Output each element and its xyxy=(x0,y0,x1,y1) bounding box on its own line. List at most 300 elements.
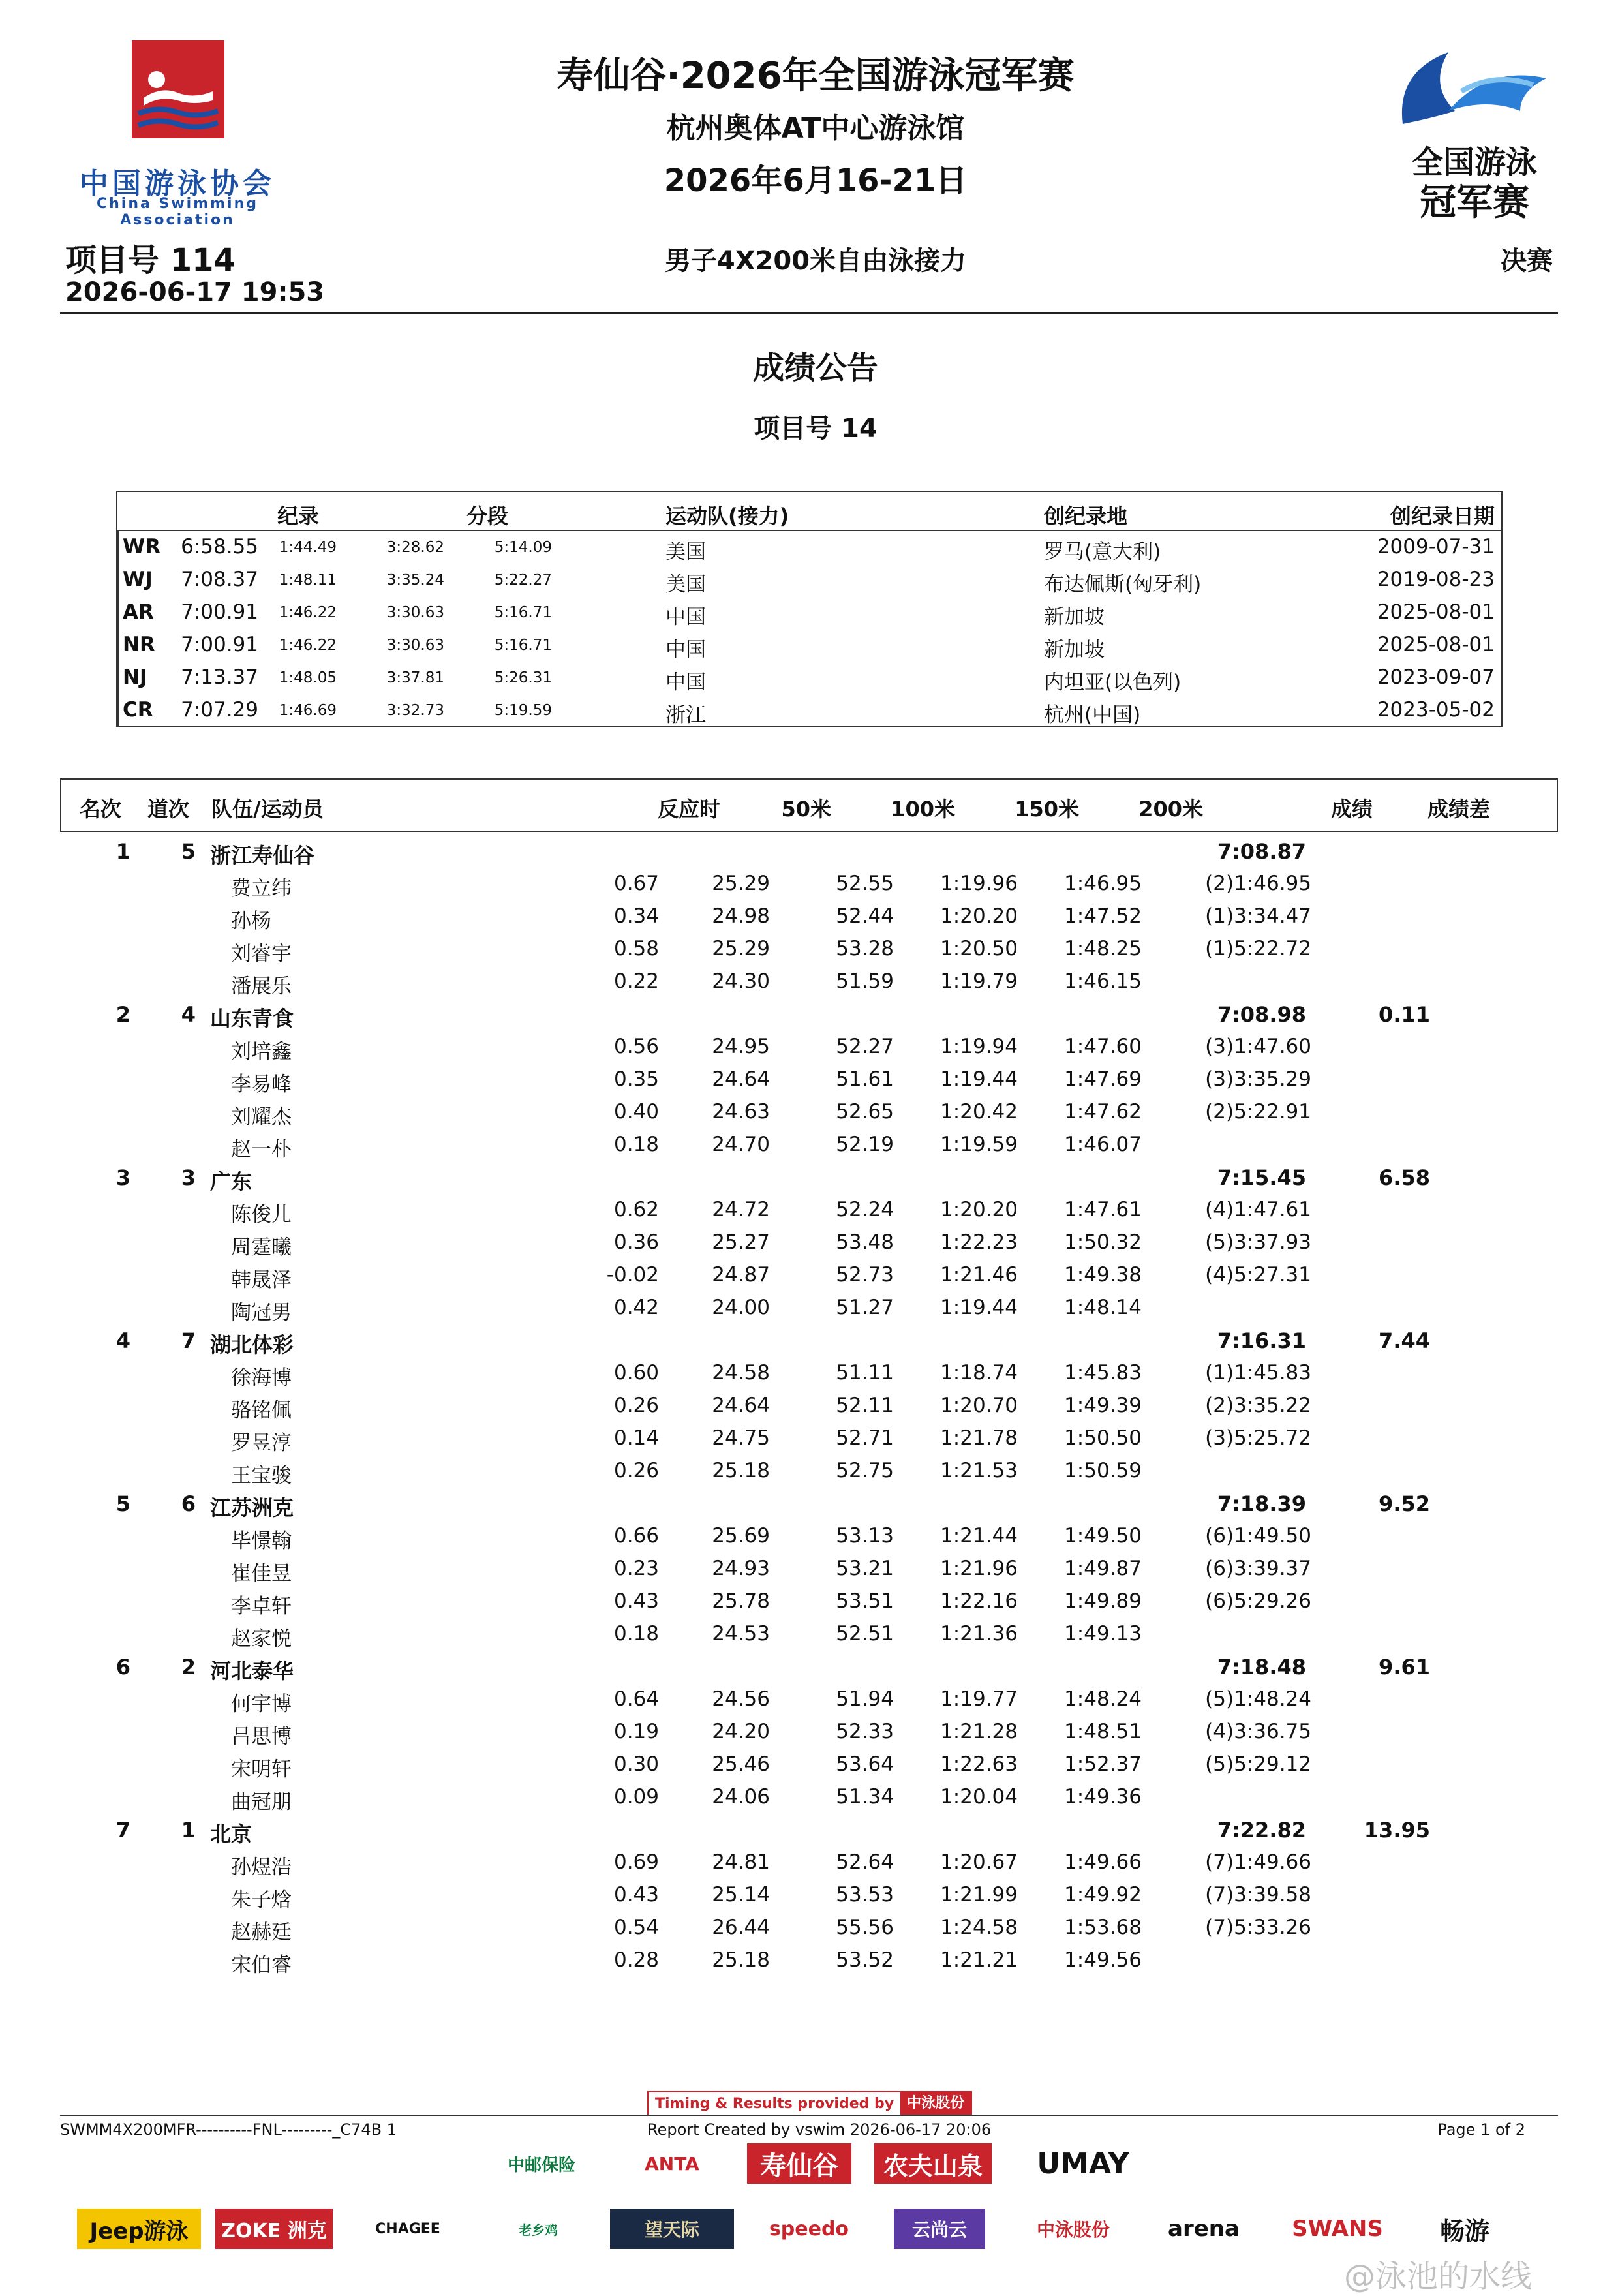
swimmer-name: 陶冠男 xyxy=(231,1301,292,1324)
swimmer-row xyxy=(0,1096,1618,1129)
team-name: 广东 xyxy=(210,1169,252,1194)
swimmer-split-150: 1:19.44 xyxy=(940,1296,1018,1319)
swimmer-name: 赵赫廷 xyxy=(231,1921,292,1944)
swimmer-row xyxy=(0,1749,1618,1781)
swimmer-reaction: 0.58 xyxy=(613,937,659,960)
swimmer-split-100: 52.44 xyxy=(836,904,894,928)
records-header xyxy=(117,492,1501,531)
swimmer-split-200: 1:48.51 xyxy=(1064,1720,1142,1743)
swimmer-split-200: 1:47.60 xyxy=(1064,1035,1142,1058)
swimmer-split-150: 1:21.99 xyxy=(940,1883,1018,1906)
swimmer-split-100: 53.53 xyxy=(836,1883,894,1906)
swimmer-split-150: 1:20.42 xyxy=(940,1100,1018,1124)
team-rank: 4 xyxy=(115,1328,130,1353)
swimmer-split-50: 24.58 xyxy=(712,1361,770,1385)
team-row xyxy=(0,835,1618,868)
swimmer-name: 王宝骏 xyxy=(231,1464,292,1488)
sponsor-logo: 望天际 xyxy=(610,2209,734,2249)
team-diff: 6.58 xyxy=(1379,1165,1430,1190)
record-time: 7:13.37 xyxy=(181,666,258,689)
swimmer-cumulative: (3)5:25.72 xyxy=(1205,1426,1311,1450)
swimmer-row xyxy=(0,868,1618,900)
sponsor-logo: UMAY xyxy=(1018,2143,1148,2184)
swimmer-name: 刘培鑫 xyxy=(231,1040,292,1064)
swimmer-split-150: 1:19.94 xyxy=(940,1035,1018,1058)
swimmer-name: 孙煜浩 xyxy=(231,1856,292,1879)
swimmer-reaction: 0.62 xyxy=(613,1198,659,1221)
record-place: 布达佩斯(匈牙利) xyxy=(1044,573,1202,596)
record-place: 杭州(中国) xyxy=(1044,703,1141,727)
records-col-record: 纪录 xyxy=(277,504,320,528)
event-number: 项目号 114 xyxy=(65,242,236,279)
record-date: 2023-09-07 xyxy=(1377,666,1495,689)
swimmer-split-150: 1:22.16 xyxy=(940,1589,1018,1613)
record-split-3: 5:16.71 xyxy=(494,604,552,621)
swimmer-reaction: 0.28 xyxy=(613,1948,659,1972)
swimmer-cumulative: (2)5:22.91 xyxy=(1205,1100,1311,1124)
swimmer-row xyxy=(0,1259,1618,1292)
swimmer-cumulative: (5)5:29.12 xyxy=(1205,1753,1311,1776)
swimmer-split-200: 1:48.25 xyxy=(1064,937,1142,960)
record-time: 6:58.55 xyxy=(181,535,258,559)
swimmer-split-150: 1:24.58 xyxy=(940,1916,1018,1939)
team-result: 7:22.82 xyxy=(1217,1818,1306,1843)
record-date: 2019-08-23 xyxy=(1377,568,1495,591)
swimmer-cumulative: (7)1:49.66 xyxy=(1205,1850,1311,1874)
swimmer-cumulative: (1)3:34.47 xyxy=(1205,904,1311,928)
records-code-divider xyxy=(117,530,119,726)
swimmer-row xyxy=(0,1390,1618,1422)
record-split-3: 5:26.31 xyxy=(494,669,552,686)
bulletin-subtitle: 项目号 14 xyxy=(754,414,878,444)
results-col-result: 成绩 xyxy=(1330,797,1373,821)
swimmer-row xyxy=(0,1879,1618,1912)
swimmer-split-50: 24.64 xyxy=(712,1067,770,1091)
timing-provider-label: Timing & Results provided by xyxy=(655,2095,894,2112)
watermark: @泳池的水线 xyxy=(1344,2258,1533,2295)
team-lane: 6 xyxy=(181,1492,196,1516)
swimmer-split-50: 24.81 xyxy=(712,1850,770,1874)
swimmer-split-50: 24.75 xyxy=(712,1426,770,1450)
swimmer-split-150: 1:20.20 xyxy=(940,1198,1018,1221)
swimmer-reaction: 0.30 xyxy=(613,1753,659,1776)
report-created: Report Created by vswim 2026-06-17 20:06 xyxy=(647,2120,992,2139)
record-date: 2025-08-01 xyxy=(1377,600,1495,624)
swimmer-split-50: 25.18 xyxy=(712,1459,770,1482)
record-code: AR xyxy=(123,600,154,624)
swimmer-split-50: 25.29 xyxy=(712,872,770,895)
swimmer-name: 毕憬翰 xyxy=(231,1529,292,1553)
swimmer-cumulative: (5)3:37.93 xyxy=(1205,1231,1311,1254)
wave-icon xyxy=(1390,46,1559,137)
swimmer-split-200: 1:48.24 xyxy=(1064,1687,1142,1711)
swimmer-split-50: 25.78 xyxy=(712,1589,770,1613)
record-split-3: 5:16.71 xyxy=(494,637,552,654)
record-split-2: 3:32.73 xyxy=(386,702,444,719)
team-name: 北京 xyxy=(210,1822,252,1846)
sponsor-logo: speedo xyxy=(760,2209,858,2249)
csa-name-en: China Swimming Association xyxy=(96,196,259,228)
record-place: 内坦亚(以色列) xyxy=(1044,671,1182,694)
team-row xyxy=(0,1324,1618,1357)
swimmer-split-200: 1:49.39 xyxy=(1064,1394,1142,1417)
swimmer-name: 潘展乐 xyxy=(231,975,292,998)
swimmer-split-200: 1:47.62 xyxy=(1064,1100,1142,1124)
team-rank: 7 xyxy=(115,1818,130,1843)
record-code: NR xyxy=(123,633,155,656)
swimmer-name: 宋伯睿 xyxy=(231,1953,292,1977)
results-col-200m: 200米 xyxy=(1138,797,1203,821)
team-rank: 5 xyxy=(115,1492,130,1516)
record-split-1: 1:48.05 xyxy=(279,669,337,686)
swimmer-reaction: 0.22 xyxy=(613,970,659,993)
swimmer-split-200: 1:49.13 xyxy=(1064,1622,1142,1645)
swimmer-split-150: 1:22.23 xyxy=(940,1231,1018,1254)
team-row xyxy=(0,1161,1618,1194)
swimmer-split-200: 1:49.87 xyxy=(1064,1557,1142,1580)
swimmer-split-200: 1:49.38 xyxy=(1064,1263,1142,1287)
swimmer-row xyxy=(0,1357,1618,1390)
swimmer-split-150: 1:20.67 xyxy=(940,1850,1018,1874)
record-place: 罗马(意大利) xyxy=(1044,540,1161,564)
sponsor-logo: 畅游 xyxy=(1435,2209,1494,2249)
records-col-team: 运动队(接力) xyxy=(665,504,789,528)
header-divider xyxy=(60,312,1558,314)
swimmer-split-200: 1:47.69 xyxy=(1064,1067,1142,1091)
swimmer-split-150: 1:20.04 xyxy=(940,1785,1018,1809)
results-header xyxy=(60,778,1558,832)
record-code: NJ xyxy=(123,666,147,689)
swimmer-name: 宋明轩 xyxy=(231,1758,292,1781)
record-place: 新加坡 xyxy=(1044,605,1105,629)
swimmer-split-100: 51.11 xyxy=(836,1361,894,1385)
swimmer-reaction: 0.19 xyxy=(613,1720,659,1743)
swimmer-row xyxy=(0,1912,1618,1944)
swimmer-row xyxy=(0,1031,1618,1064)
swimmer-split-100: 53.21 xyxy=(836,1557,894,1580)
swimmer-split-100: 52.55 xyxy=(836,872,894,895)
swimmer-split-200: 1:52.37 xyxy=(1064,1753,1142,1776)
team-result: 7:18.39 xyxy=(1217,1492,1306,1516)
record-code: WR xyxy=(123,535,161,559)
record-team: 美国 xyxy=(665,540,706,564)
team-result: 7:08.98 xyxy=(1217,1002,1306,1027)
record-split-3: 5:22.27 xyxy=(494,572,552,589)
results-col-100m: 100米 xyxy=(891,797,955,821)
report-code: SWMM4X200MFR----------FNL---------_C74B 1 xyxy=(60,2120,397,2139)
swimmer-cumulative: (1)1:45.83 xyxy=(1205,1361,1311,1385)
swimmer-reaction: 0.54 xyxy=(613,1916,659,1939)
team-rank: 3 xyxy=(115,1165,130,1190)
swimmer-split-100: 53.52 xyxy=(836,1948,894,1972)
records-col-date: 创纪录日期 xyxy=(1390,504,1495,528)
swimmer-split-50: 24.70 xyxy=(712,1133,770,1156)
swimmer-split-200: 1:50.50 xyxy=(1064,1426,1142,1450)
swimmer-cumulative: (4)1:47.61 xyxy=(1205,1198,1311,1221)
swimmer-split-50: 25.14 xyxy=(712,1883,770,1906)
record-team: 浙江 xyxy=(665,703,706,727)
record-split-3: 5:14.09 xyxy=(494,539,552,556)
swimmer-split-150: 1:20.70 xyxy=(940,1394,1018,1417)
swimmer-name: 周霆曦 xyxy=(231,1236,292,1259)
results-col-150m: 150米 xyxy=(1015,797,1079,821)
sponsor-logo: arena xyxy=(1148,2209,1259,2249)
swimmer-split-50: 24.93 xyxy=(712,1557,770,1580)
record-time: 7:00.91 xyxy=(181,633,258,656)
swimmer-reaction: 0.18 xyxy=(613,1622,659,1645)
swimmer-split-100: 53.64 xyxy=(836,1753,894,1776)
record-team: 中国 xyxy=(665,605,706,629)
swimmer-split-100: 53.51 xyxy=(836,1589,894,1613)
swimmer-reaction: 0.36 xyxy=(613,1231,659,1254)
swimmer-split-150: 1:21.53 xyxy=(940,1459,1018,1482)
swimmer-row xyxy=(0,1585,1618,1618)
swimmer-split-50: 25.29 xyxy=(712,937,770,960)
team-lane: 1 xyxy=(181,1818,196,1843)
swimmer-split-150: 1:21.96 xyxy=(940,1557,1018,1580)
swimmer-split-50: 24.00 xyxy=(712,1296,770,1319)
swimmer-split-150: 1:21.46 xyxy=(940,1263,1018,1287)
team-row xyxy=(0,1651,1618,1683)
swimmer-split-150: 1:19.44 xyxy=(940,1067,1018,1091)
swimmer-split-50: 24.87 xyxy=(712,1263,770,1287)
team-lane: 3 xyxy=(181,1165,196,1190)
swimmer-name: 何宇博 xyxy=(231,1692,292,1716)
team-row xyxy=(0,1488,1618,1520)
results-col-reaction: 反应时 xyxy=(657,797,720,821)
swimmer-split-150: 1:19.79 xyxy=(940,970,1018,993)
results-col-lane: 道次 xyxy=(147,797,190,821)
swimmer-cumulative: (2)3:35.22 xyxy=(1205,1394,1311,1417)
swimmer-split-100: 55.56 xyxy=(836,1916,894,1939)
swimmer-split-150: 1:21.78 xyxy=(940,1426,1018,1450)
swimmer-split-50: 24.30 xyxy=(712,970,770,993)
record-split-1: 1:46.22 xyxy=(279,604,337,621)
event-round: 决赛 xyxy=(1501,246,1553,276)
swimmer-split-150: 1:21.21 xyxy=(940,1948,1018,1972)
swimmer-name: 朱子焓 xyxy=(231,1888,292,1912)
swimmer-cumulative: (4)3:36.75 xyxy=(1205,1720,1311,1743)
swimmer-reaction: 0.43 xyxy=(613,1589,659,1613)
record-place: 新加坡 xyxy=(1044,638,1105,662)
swimmer-split-150: 1:21.36 xyxy=(940,1622,1018,1645)
swimmer-split-150: 1:20.50 xyxy=(940,937,1018,960)
swimmer-name: 崔佳昱 xyxy=(231,1562,292,1585)
swimmer-name: 孙杨 xyxy=(231,910,271,933)
sponsor-logo: 中邮保险 xyxy=(483,2143,600,2184)
swimmer-row xyxy=(0,1455,1618,1488)
swimmer-split-100: 51.61 xyxy=(836,1067,894,1091)
sponsor-logo: 老乡鸡 xyxy=(519,2209,558,2249)
swimmer-name: 曲冠朋 xyxy=(231,1790,292,1814)
swimmer-split-100: 53.28 xyxy=(836,937,894,960)
swimmer-split-50: 24.95 xyxy=(712,1035,770,1058)
sponsor-logo: Jeep游泳 xyxy=(77,2209,201,2249)
record-time: 7:00.91 xyxy=(181,600,258,624)
championship-logo xyxy=(1390,46,1559,224)
swimmer-split-200: 1:46.95 xyxy=(1064,872,1142,895)
swimmer-split-100: 52.64 xyxy=(836,1850,894,1874)
swimmer-row xyxy=(0,1846,1618,1879)
csa-logo xyxy=(60,39,308,228)
record-split-2: 3:35.24 xyxy=(386,572,444,589)
swimmer-split-100: 52.73 xyxy=(836,1263,894,1287)
swimmer-split-100: 51.59 xyxy=(836,970,894,993)
swimmer-reaction: 0.67 xyxy=(613,872,659,895)
swimmer-split-50: 24.64 xyxy=(712,1394,770,1417)
swimmer-reaction: 0.42 xyxy=(613,1296,659,1319)
team-diff: 7.44 xyxy=(1379,1328,1430,1353)
record-row xyxy=(117,562,1501,595)
results-col-rank: 名次 xyxy=(80,797,122,821)
swimmer-split-50: 25.69 xyxy=(712,1524,770,1548)
swimmer-split-150: 1:19.96 xyxy=(940,872,1018,895)
team-lane: 5 xyxy=(181,839,196,864)
swimmer-reaction: -0.02 xyxy=(606,1263,659,1287)
csa-name-cn: 中国游泳协会 xyxy=(80,167,275,200)
team-result: 7:15.45 xyxy=(1217,1165,1306,1190)
swimmer-row xyxy=(0,900,1618,933)
sponsor-logo: CHAGEE xyxy=(352,2209,463,2249)
swimmer-split-100: 52.65 xyxy=(836,1100,894,1124)
swimmer-split-150: 1:21.28 xyxy=(940,1720,1018,1743)
record-row xyxy=(117,595,1501,628)
record-split-2: 3:28.62 xyxy=(386,539,444,556)
swimmer-cumulative: (6)3:39.37 xyxy=(1205,1557,1311,1580)
swimmer-split-200: 1:49.50 xyxy=(1064,1524,1142,1548)
swimmer-split-100: 53.48 xyxy=(836,1231,894,1254)
swimmer-row xyxy=(0,1064,1618,1096)
sponsor-logo: SWANS xyxy=(1279,2209,1396,2249)
footer-divider xyxy=(60,2115,1558,2116)
swimmer-row xyxy=(0,1422,1618,1455)
swimmer-split-200: 1:49.92 xyxy=(1064,1883,1142,1906)
record-code: CR xyxy=(123,698,153,722)
team-diff: 0.11 xyxy=(1379,1002,1430,1027)
record-time: 7:08.37 xyxy=(181,568,258,591)
swimmer-reaction: 0.64 xyxy=(613,1687,659,1711)
championship-logo-line2: 冠军赛 xyxy=(1420,181,1529,224)
swimmer-cumulative: (7)3:39.58 xyxy=(1205,1883,1311,1906)
swimmer-split-100: 52.75 xyxy=(836,1459,894,1482)
event-datetime: 2026-06-17 19:53 xyxy=(65,277,325,307)
record-time: 7:07.29 xyxy=(181,698,258,722)
team-rank: 6 xyxy=(115,1655,130,1679)
swimmer-split-200: 1:47.61 xyxy=(1064,1198,1142,1221)
record-row xyxy=(117,628,1501,660)
swimmer-split-150: 1:19.59 xyxy=(940,1133,1018,1156)
csa-logo-mark xyxy=(132,40,224,138)
team-row xyxy=(0,1814,1618,1846)
meet-title: 寿仙谷·2026年全国游泳冠军赛 xyxy=(557,55,1075,97)
team-result: 7:08.87 xyxy=(1217,839,1306,864)
swimmer-name: 李易峰 xyxy=(231,1073,292,1096)
swimmer-name: 陈俊儿 xyxy=(231,1203,292,1227)
swimmer-split-200: 1:46.15 xyxy=(1064,970,1142,993)
record-split-1: 1:44.49 xyxy=(279,539,337,556)
team-name: 河北泰华 xyxy=(210,1659,294,1683)
sponsor-logo: ANTA xyxy=(636,2143,708,2184)
bulletin-title: 成绩公告 xyxy=(752,350,878,386)
swimmer-reaction: 0.40 xyxy=(613,1100,659,1124)
swimmer-split-50: 25.18 xyxy=(712,1948,770,1972)
swimmer-cumulative: (6)5:29.26 xyxy=(1205,1589,1311,1613)
timing-provider xyxy=(647,2091,972,2116)
record-date: 2023-05-02 xyxy=(1377,698,1495,722)
swimmer-split-100: 52.19 xyxy=(836,1133,894,1156)
swimmer-name: 罗昱淳 xyxy=(231,1431,292,1455)
swimmer-reaction: 0.26 xyxy=(613,1394,659,1417)
swimmer-split-50: 24.63 xyxy=(712,1100,770,1124)
swimmer-split-100: 52.11 xyxy=(836,1394,894,1417)
swimmer-split-100: 53.13 xyxy=(836,1524,894,1548)
records-col-splits: 分段 xyxy=(466,504,509,528)
swimmer-cumulative: (3)3:35.29 xyxy=(1205,1067,1311,1091)
swimmer-cumulative: (5)1:48.24 xyxy=(1205,1687,1311,1711)
results-col-50m: 50米 xyxy=(781,797,831,821)
swimmer-cumulative: (3)1:47.60 xyxy=(1205,1035,1311,1058)
records-table xyxy=(116,491,1503,727)
swimmer-row xyxy=(0,1618,1618,1651)
swimmer-row xyxy=(0,1227,1618,1259)
meet-dates: 2026年6月16-21日 xyxy=(664,162,968,199)
swimmer-name: 刘睿宇 xyxy=(231,942,292,966)
record-split-1: 1:46.69 xyxy=(279,702,337,719)
swimmer-split-100: 51.34 xyxy=(836,1785,894,1809)
swimmer-cumulative: (1)5:22.72 xyxy=(1205,937,1311,960)
swimmer-name: 吕思博 xyxy=(231,1725,292,1749)
team-name: 江苏洲克 xyxy=(210,1495,294,1520)
swimmer-split-200: 1:50.59 xyxy=(1064,1459,1142,1482)
swimmer-row xyxy=(0,1553,1618,1585)
sponsor-logo: ZOKE 洲克 xyxy=(215,2209,333,2249)
swimmer-reaction: 0.14 xyxy=(613,1426,659,1450)
swimmer-split-100: 52.24 xyxy=(836,1198,894,1221)
swimmer-split-150: 1:21.44 xyxy=(940,1524,1018,1548)
swimmer-name: 李卓轩 xyxy=(231,1595,292,1618)
team-name: 湖北体彩 xyxy=(210,1332,294,1357)
swimmer-split-200: 1:49.89 xyxy=(1064,1589,1142,1613)
swimmer-name: 赵家悦 xyxy=(231,1627,292,1651)
sponsor-logo: 农夫山泉 xyxy=(874,2143,992,2184)
swimmer-name: 费立纬 xyxy=(231,877,292,900)
swimmer-reaction: 0.09 xyxy=(613,1785,659,1809)
swimmer-reaction: 0.35 xyxy=(613,1067,659,1091)
swimmer-cumulative: (6)1:49.50 xyxy=(1205,1524,1311,1548)
page-number: Page 1 of 2 xyxy=(1437,2120,1525,2139)
results-col-team: 队伍/运动员 xyxy=(211,797,324,821)
swimmer-row xyxy=(0,966,1618,998)
team-rank: 1 xyxy=(115,839,130,864)
swimmer-reaction: 0.18 xyxy=(613,1133,659,1156)
swimmer-cumulative: (7)5:33.26 xyxy=(1205,1916,1311,1939)
event-name: 男子4X200米自由泳接力 xyxy=(664,246,967,276)
sponsor-logo: 中泳股份 xyxy=(1018,2209,1129,2249)
swimmer-row xyxy=(0,1194,1618,1227)
swimmer-split-100: 52.33 xyxy=(836,1720,894,1743)
record-split-2: 3:30.63 xyxy=(386,604,444,621)
swimmer-split-50: 24.72 xyxy=(712,1198,770,1221)
record-team: 中国 xyxy=(665,638,706,662)
meet-venue: 杭州奥体AT中心游泳馆 xyxy=(666,112,965,145)
team-diff: 13.95 xyxy=(1364,1818,1430,1843)
swimmer-split-100: 52.51 xyxy=(836,1622,894,1645)
swimmer-split-50: 25.27 xyxy=(712,1231,770,1254)
swimmer-split-200: 1:46.07 xyxy=(1064,1133,1142,1156)
record-row xyxy=(117,660,1501,693)
team-result: 7:18.48 xyxy=(1217,1655,1306,1679)
swimmer-split-200: 1:45.83 xyxy=(1064,1361,1142,1385)
